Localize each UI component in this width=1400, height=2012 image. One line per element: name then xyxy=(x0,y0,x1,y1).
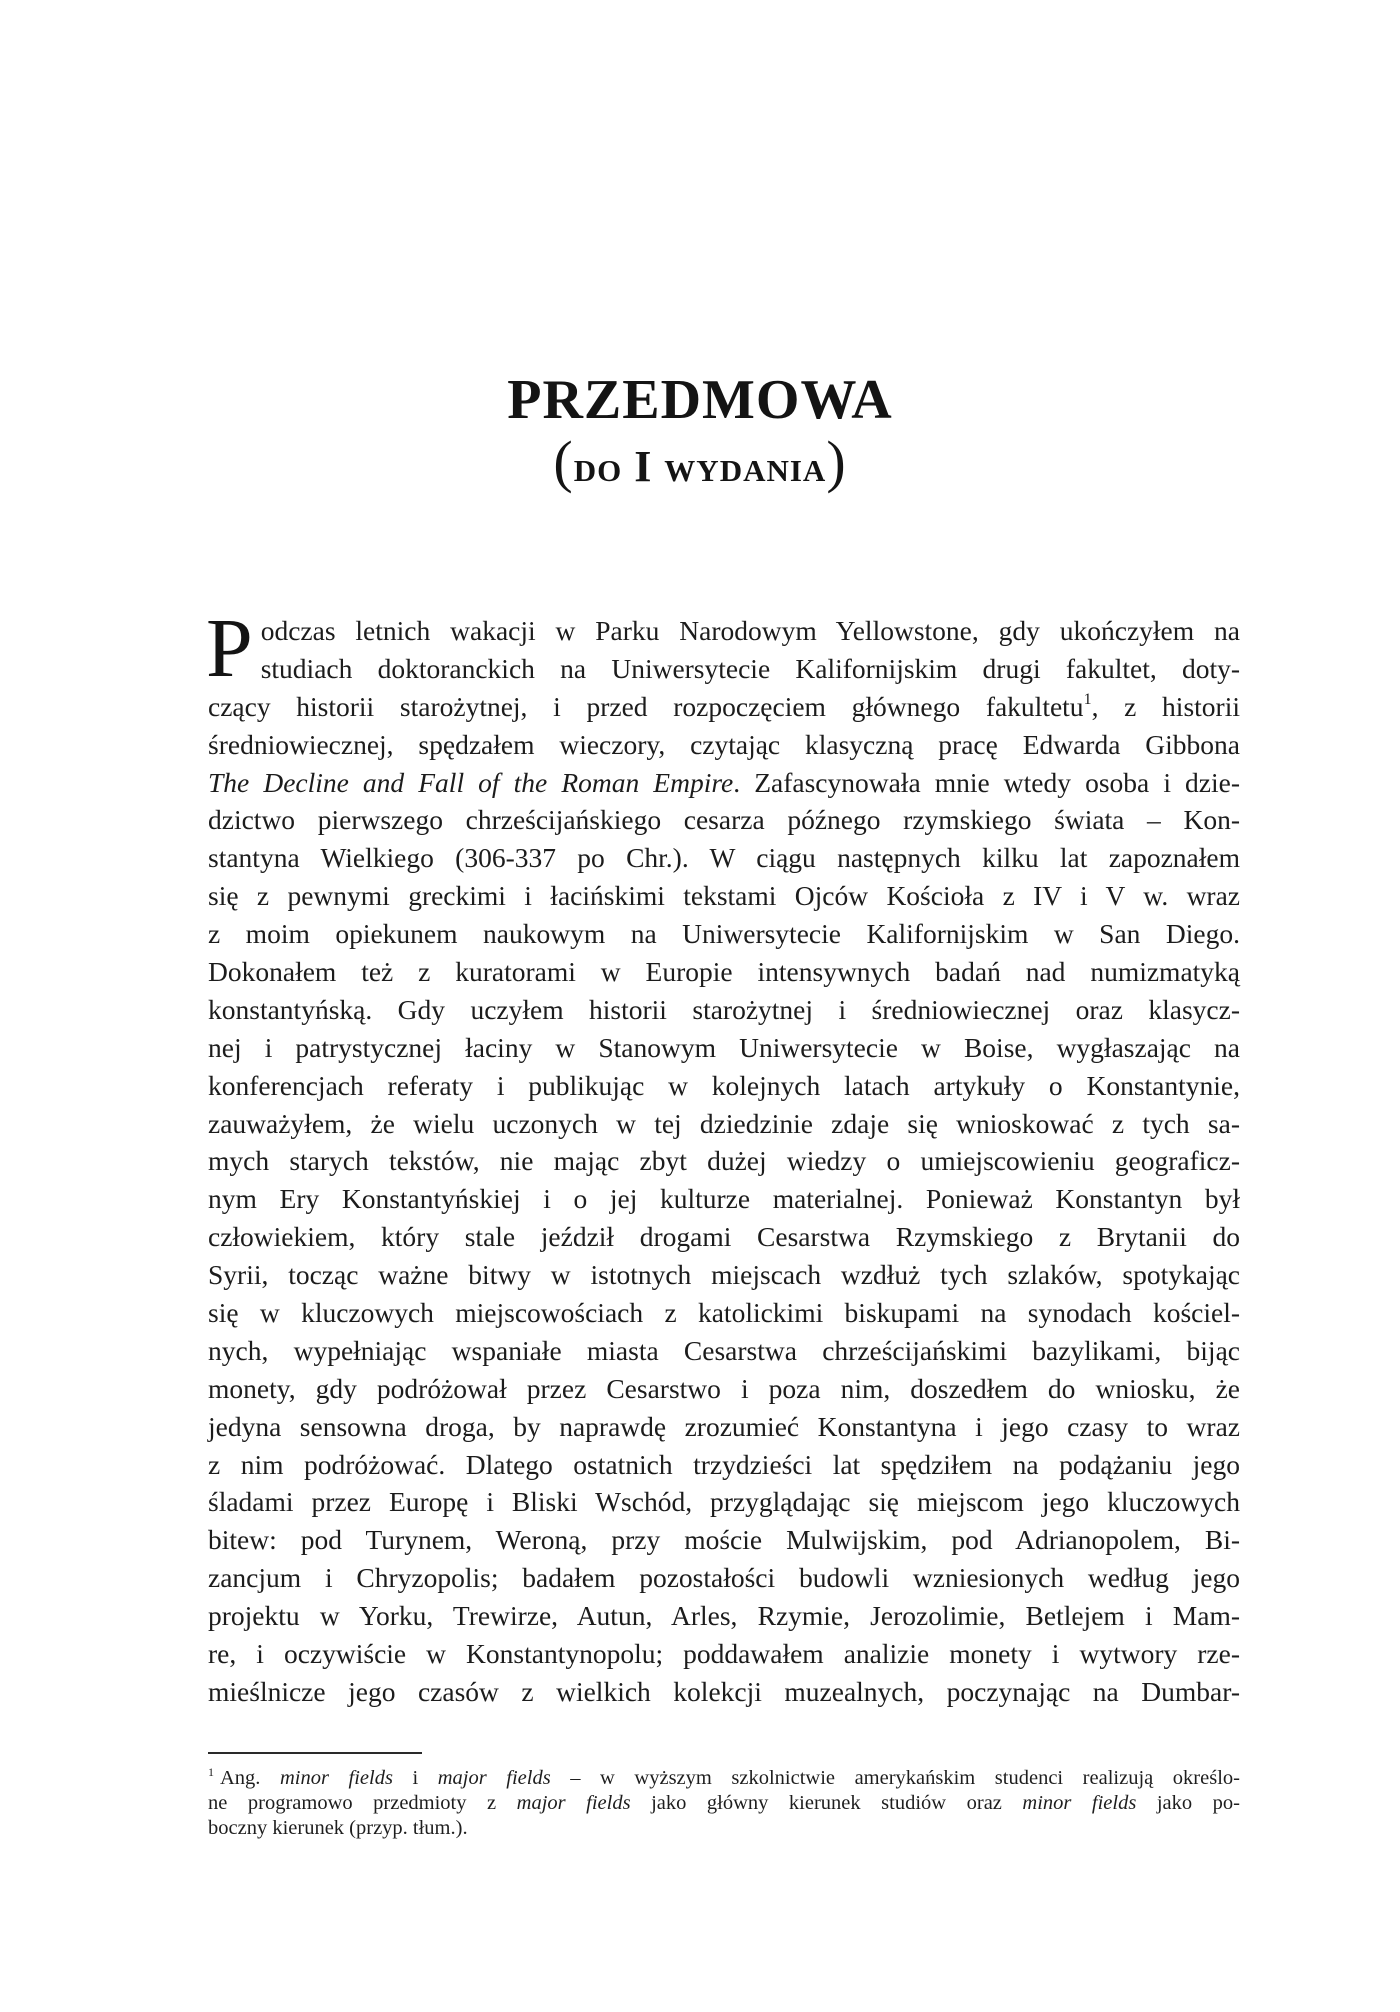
text-line: nym Ery Konstantyńskiej i o jej kulturze materialnej. Ponieważ Konstantyn był xyxy=(208,1183,1240,1215)
text-line: śladami przez Europę i Bliski Wschód, przyglądając się miejscom jego kluczowych xyxy=(208,1486,1240,1518)
text-line: konstantyńską. Gdy uczyłem historii starożytnej i średniowiecznej oraz klasycz- xyxy=(208,993,1240,1025)
text-line: mieślnicze jego czasów z wielkich kolekcji muzealnych, poczynając na Dumbar- xyxy=(208,1675,1240,1707)
chapter-title: PRZEDMOWA xyxy=(507,369,893,431)
text-line: zauważyłem, że wielu uczonych w tej dziedzinie zdaje się wnioskować z tych sa- xyxy=(208,1107,1240,1139)
text-line: zancjum i Chryzopolis; badałem pozostałości budowli wzniesionych według jego xyxy=(208,1562,1240,1594)
text-line: nych, wypełniając wspaniałe miasta Cesarstwa chrześcijańskimi bazylikami, bijąc xyxy=(208,1334,1240,1366)
text-line: monety, gdy podróżował przez Cesarstwo i poza nim, doszedłem do wniosku, że xyxy=(208,1372,1240,1404)
footnote-italic-term: major fields xyxy=(437,1767,551,1789)
text-line: Syrii, tocząc ważne bitwy w istotnych miejscach wzdłuż tych szlaków, spotykając xyxy=(208,1259,1240,1291)
text-line: się z pewnymi greckimi i łacińskimi tekstami Ojców Kościoła z IV i V w. wraz xyxy=(208,880,1240,912)
text-segment: . Zafascynowała mnie wtedy osoba i dzie- xyxy=(733,766,1241,798)
footnote-italic-term: major fields xyxy=(516,1792,631,1814)
footnote-segment: jako główny kierunek studiów oraz xyxy=(630,1792,1023,1814)
text-line: re, i oczywiście w Konstantynopolu; poddawałem analizie monety i wytwory rze- xyxy=(208,1638,1240,1670)
subtitle-text: do I wydania xyxy=(573,442,827,491)
preface-paragraph xyxy=(206,602,1241,1711)
text-line: się w kluczowych miejscowościach z katolickimi biskupami na synodach kościel- xyxy=(208,1297,1240,1329)
footnote-segment: ne programowo przedmioty z xyxy=(208,1792,517,1814)
footnote-italic-term: minor fields xyxy=(1022,1792,1137,1814)
footnote-segment: i xyxy=(392,1767,438,1789)
text-line: jedyna sensowna droga, by naprawdę zrozumieć Konstantyna i jego czasy to wraz xyxy=(208,1410,1240,1442)
text-line: średniowiecznej, spędzałem wieczory, czytając klasyczną pracę Edwarda Gibbona xyxy=(208,728,1240,760)
chapter-subtitle xyxy=(0,429,1400,497)
footnote-italic-term: minor fields xyxy=(279,1767,393,1789)
text-line: bitew: pod Turynem, Weroną, przy moście Mulwijskim, pod Adrianopolem, Bi- xyxy=(208,1524,1240,1556)
text-segment: czący historii starożytnej, i przed rozpoczęciem głównego fakultetu xyxy=(208,690,1084,722)
text-line: odczas letnich wakacji w Parku Narodowym Yellowstone, gdy ukończyłem na xyxy=(260,615,1240,646)
footnote-line xyxy=(208,1791,1240,1816)
subtitle-close-paren: ) xyxy=(826,429,847,494)
text-line: z nim podróżować. Dlatego ostatnich trzydzieści lat spędziłem na podążaniu jego xyxy=(208,1448,1240,1480)
text-line: z moim opiekunem naukowym na Uniwersytecie Kalifornijskim w San Diego. xyxy=(208,918,1240,950)
chapter-heading xyxy=(0,369,1400,497)
footnote-segment: Ang. xyxy=(220,1767,280,1789)
text-line: projektu w Yorku, Trewirze, Autun, Arles, Rzymie, Jerozolimie, Betlejem i Mam- xyxy=(208,1600,1240,1632)
drop-cap: P xyxy=(206,602,253,695)
text-line: mych starych tekstów, nie mając zbyt dużej wiedzy o umiejscowieniu geograficz- xyxy=(208,1145,1240,1177)
footnote-reference[interactable]: 1 xyxy=(1083,690,1092,708)
text-line: dzictwo pierwszego chrześcijańskiego cesarza późnego rzymskiego świata – Kon- xyxy=(208,804,1240,836)
footnote xyxy=(208,1766,1240,1841)
footnote-line: boczny kierunek (przyp. tłum.). xyxy=(208,1817,468,1839)
text-line: człowiekiem, który stale jeździł drogami Cesarstwa Rzymskiego z Brytanii do xyxy=(208,1221,1240,1253)
text-line: Dokonałem też z kuratorami w Europie intensywnych badań nad numizmatyką xyxy=(208,956,1240,988)
subtitle-open-paren: ( xyxy=(553,429,574,494)
text-line: studiach doktoranckich na Uniwersytecie Kalifornijskim drugi fakultet, doty- xyxy=(260,652,1240,684)
footnote-segment: jako po- xyxy=(1136,1792,1241,1814)
text-line: stantyna Wielkiego (306-337 po Chr.). W ciągu następnych kilku lat zapoznałem xyxy=(208,842,1240,874)
footnote-separator-rule xyxy=(208,1752,422,1754)
text-segment: , z historii xyxy=(1091,690,1240,722)
footnote-number: 1 xyxy=(208,1765,214,1779)
text-line xyxy=(208,764,1240,802)
text-line: nej i patrystycznej łaciny w Stanowym Uniwersytecie w Boise, wygłaszając na xyxy=(208,1031,1240,1063)
text-line: konferencjach referaty i publikując w kolejnych latach artykuły o Konstantynie, xyxy=(208,1069,1240,1101)
text-line xyxy=(208,688,1240,726)
footnote-segment: – w wyższym szkolnictwie amerykańskim studenci realizują określo- xyxy=(550,1767,1240,1789)
footnote-line xyxy=(208,1766,1240,1791)
book-title-italic: The Decline and Fall of the Roman Empire xyxy=(208,766,734,798)
